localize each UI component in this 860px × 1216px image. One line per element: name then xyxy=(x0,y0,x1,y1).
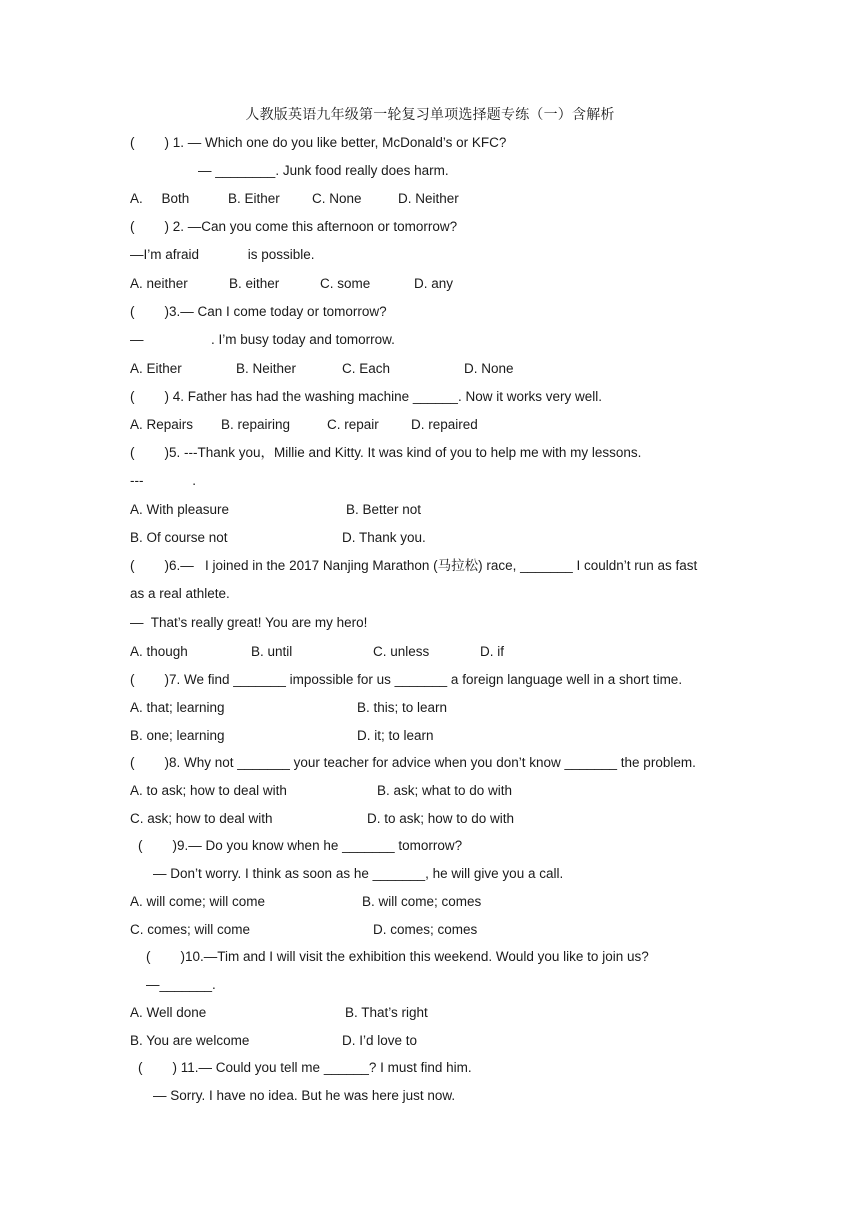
question-6-option-a: A. though xyxy=(130,644,188,659)
question-10-option-a: A. Well done xyxy=(130,1005,207,1020)
question-3-stem: ( )3.— Can I come today or tomorrow? xyxy=(130,304,387,319)
question-6-option-c: C. unless xyxy=(373,644,430,659)
document-title: 人教版英语九年级第一轮复习单项选择题专练（一）含解析 xyxy=(245,107,615,123)
question-3-reply: — . I’m busy today and tomorrow. xyxy=(130,332,395,347)
question-1-option-d: D. Neither xyxy=(398,191,459,206)
question-8-option-b: B. ask; what to do with xyxy=(377,783,513,798)
question-5-stem: ( )5. ---Thank you，Millie and Kitty. It was kind of you to help me with my lessons. xyxy=(130,445,642,460)
question-9-stem: ( )9.— Do you know when he _______ tomorrow? xyxy=(138,838,463,853)
question-11-stem: ( ) 11.— Could you tell me ______? I must find him. xyxy=(138,1060,472,1075)
question-4-option-c: C. repair xyxy=(327,417,379,432)
question-3-option-b: B. Neither xyxy=(236,361,297,376)
question-11-reply: — Sorry. I have no idea. But he was here just now. xyxy=(153,1088,456,1103)
question-9-option-b: B. will come; comes xyxy=(362,894,482,909)
question-4-option-b: B. repairing xyxy=(221,417,291,432)
question-6-reply: — That’s really great! You are my hero! xyxy=(130,615,368,630)
question-3-option-a: A. Either xyxy=(130,361,182,376)
question-6-option-b: B. until xyxy=(251,644,293,659)
question-6-option-d: D. if xyxy=(480,644,505,659)
question-5-option-d: D. Thank you. xyxy=(342,530,426,545)
question-9-option-c: C. comes; will come xyxy=(130,922,251,937)
question-8-option-a: A. to ask; how to deal with xyxy=(130,783,287,798)
question-8-option-c: C. ask; how to deal with xyxy=(130,811,273,826)
question-3-option-d: D. None xyxy=(464,361,514,376)
question-2-option-d: D. any xyxy=(414,276,454,291)
question-5-option-c: B. Of course not xyxy=(130,530,228,545)
question-6-stem: ( )6.— I joined in the 2017 Nanjing Marathon (马拉松) race, _______ I couldn’t run as fast xyxy=(130,558,698,573)
question-2-stem: ( ) 2. —Can you come this afternoon or tomorrow? xyxy=(130,219,458,234)
question-5-option-a: A. With pleasure xyxy=(130,502,230,517)
question-9-option-a: A. will come; will come xyxy=(130,894,266,909)
question-7-option-d: D. it; to learn xyxy=(357,728,434,743)
question-5-reply: --- . xyxy=(130,473,196,488)
question-7-option-c: B. one; learning xyxy=(130,728,225,743)
question-10-option-b: B. That’s right xyxy=(345,1005,428,1020)
question-10-stem: ( )10.—Tim and I will visit the exhibition this weekend. Would you like to join us? xyxy=(146,949,649,964)
question-1-stem: ( ) 1. — Which one do you like better, McDonald’s or KFC? xyxy=(130,135,507,150)
question-1-option-a: A. Both xyxy=(130,191,190,206)
question-4-option-d: D. repaired xyxy=(411,417,478,432)
question-7-option-a: A. that; learning xyxy=(130,700,225,715)
question-9-reply: — Don’t worry. I think as soon as he _______, he will give you a call. xyxy=(153,866,564,881)
question-8-option-d: D. to ask; how to do with xyxy=(367,811,515,826)
question-2-option-b: B. either xyxy=(229,276,280,291)
question-8-stem: ( )8. Why not _______ your teacher for advice when you don’t know _______ the problem. xyxy=(130,755,696,770)
question-2-option-c: C. some xyxy=(320,276,371,291)
question-4-stem: ( ) 4. Father has had the washing machine ______. Now it works very well. xyxy=(130,389,602,404)
question-10-reply: —_______. xyxy=(146,977,216,992)
question-1-reply: — ________. Junk food really does harm. xyxy=(198,163,449,178)
question-2-option-a: A. neither xyxy=(130,276,188,291)
question-7-option-b: B. this; to learn xyxy=(357,700,448,715)
question-5-option-b: B. Better not xyxy=(346,502,422,517)
question-1-option-b: B. Either xyxy=(228,191,280,206)
question-9-option-d: D. comes; comes xyxy=(373,922,478,937)
question-3-option-c: C. Each xyxy=(342,361,391,376)
question-2-reply: —I’m afraid is possible. xyxy=(130,247,315,262)
question-1-option-c: C. None xyxy=(312,191,362,206)
question-10-option-d: D. I’d love to xyxy=(342,1033,418,1048)
question-7-stem: ( )7. We find _______ impossible for us _______ a foreign language well in a short time. xyxy=(130,672,683,687)
question-4-option-a: A. Repairs xyxy=(130,417,194,432)
question-6-stem-continued: as a real athlete. xyxy=(130,586,230,601)
question-10-option-c: B. You are welcome xyxy=(130,1033,250,1048)
